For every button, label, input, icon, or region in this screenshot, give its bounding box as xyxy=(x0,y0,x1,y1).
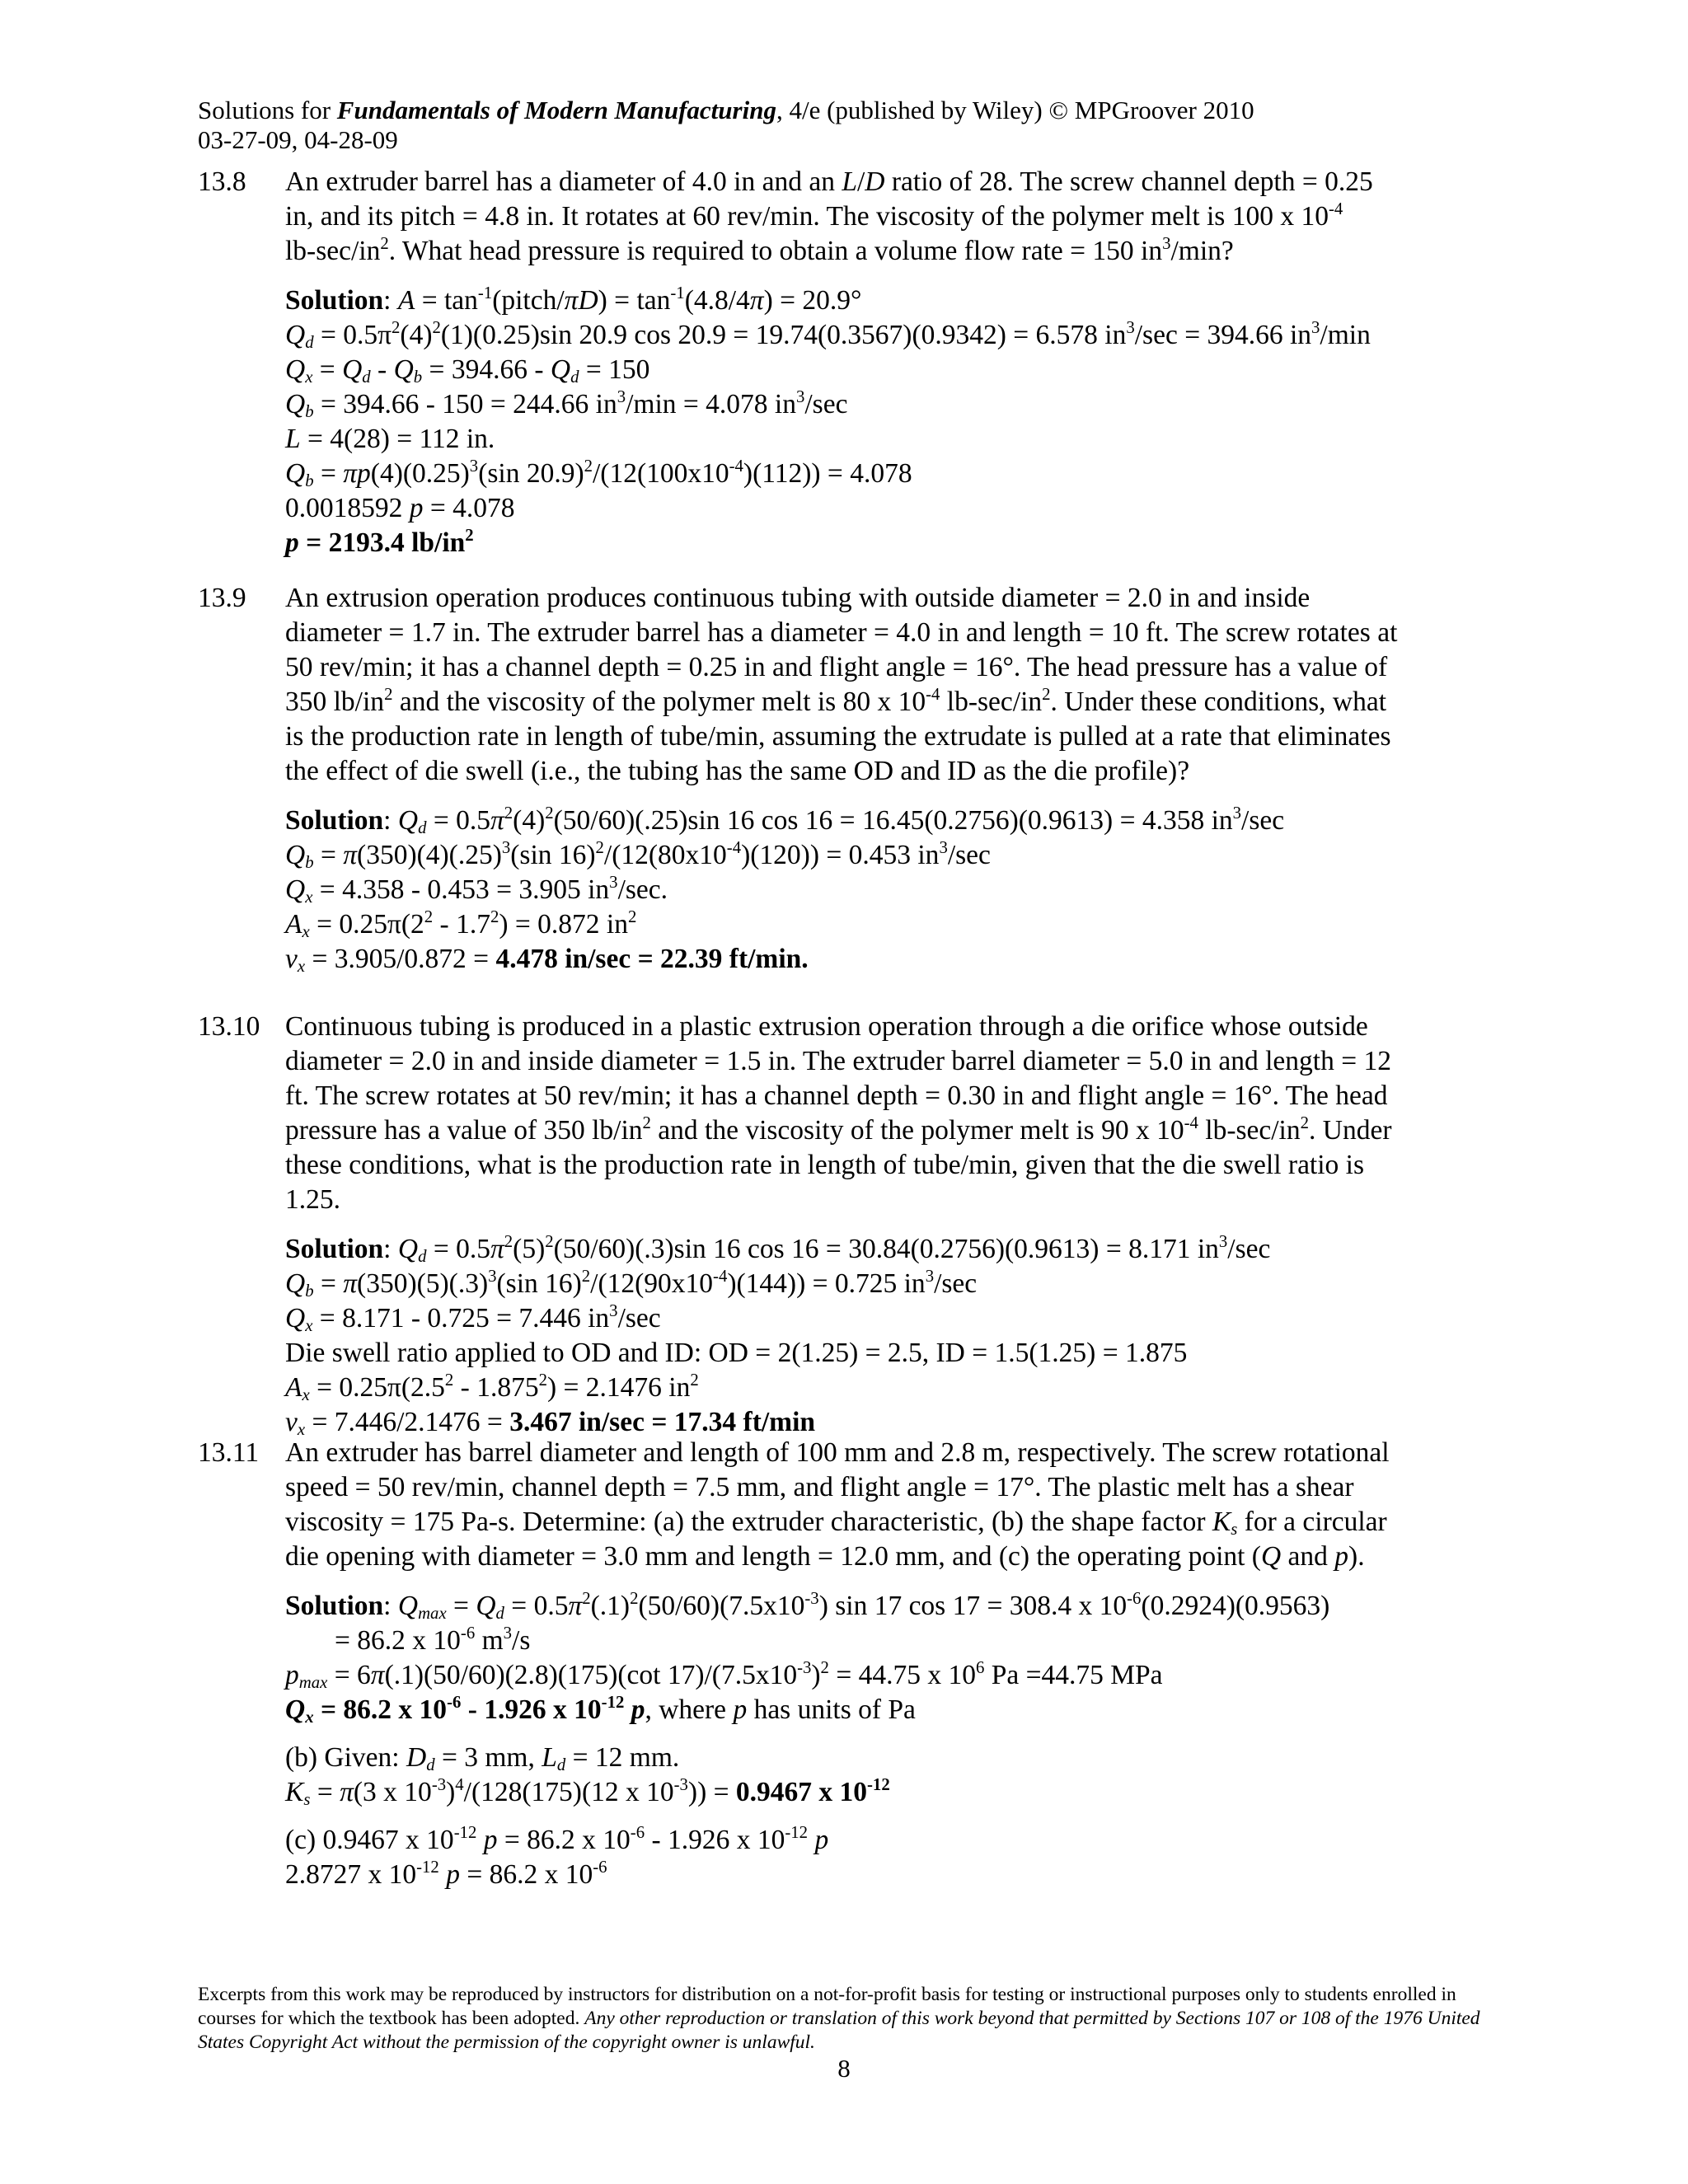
book-title: Fundamentals of Modern Manufacturing xyxy=(336,96,776,124)
problem-13-11 xyxy=(198,1436,1484,1892)
header-line-2: 03-27-09, 04-28-09 xyxy=(198,125,398,154)
footer-plain-text: Excerpts from this work may be reproduced by instructors for distribution on a not-for-profit basis for testing or instructional purposes only to students enrolled in courses for which the textbook has been adopted. xyxy=(198,1984,1456,2029)
solution: Solution: $Q_{max} = Q_d = 0.5\pi^2(.1)^2(50/60)(7.5x10^{-3})$ sin 17 cos 17 = 308.4 x $10^{-6}(0.2924)(0.9563)$ = 86.2 x $10^{-6}$ $m^3/s$ $p_{max} = 6\pi(.1)(50/60)(2.8)(175)(\cot$ $17)/(7.5x10^{-3})^2 = 44.75$ x $10^6$ Pa =44.75 MPa $Q_x = 86.2$ x $10^{-6} - 1.926$ x $10^{-12}$ p, where p has units of Pa (b) Given: $D_d = 3$ mm, $L_d = 12$ mm. $K_s = \pi(3$ x $10^{-3})^4/(128(175)(12$ x $10^{-3})) = 0.9467$ x $10^{-12}$ (c) 0.9467 x $10^{-12}$ p = 86.2 x $10^{-6} - 1.926$ x $10^{-12}$ p 2.8727 x $10^{-12}$ p = 86.2 x $10^{-6}$ xyxy=(285,1589,1330,1890)
problem-number: 13.10 xyxy=(198,1011,260,1042)
footer-italic-text: Any other reproduction or translation of this work beyond that permitted by Sections 107 or 108 of the 1976 United States Copyright Act without the permission of the copyright owner is unlawful. xyxy=(198,2008,1480,2053)
solution: Solution: $Q_d = 0.5\pi^2(4)^2(50/60)(.25)\sin$ 16 cos 16 = 16.45(0.2756)(0.9613) = 4.358 $in^3/\sec$ $Q_b = \pi(350)(4)(.25)^3(\sin$ $16)^2/(12(80x10^{-4})(120)) = 0.453$ $in^3/\sec$ $Q_x = 4.358 - 0.453 = 3.905$ $in^3/\sec$. $A_x = 0.25\pi(2^2 - 1.7^2) = 0.872$ $in^2$ $v_x = 3.905/0.872 = 4.478$ in/sec = 22.39 ft/min. xyxy=(285,804,1285,977)
copyright-footer xyxy=(198,1983,1484,2055)
problem-13-8 xyxy=(198,165,1484,560)
problem-number: 13.9 xyxy=(198,583,246,613)
problem-number: 13.8 xyxy=(198,166,246,197)
problem-13-10 xyxy=(198,1010,1484,1440)
problem-statement: An extrusion operation produces continuous tubing with outside diameter = 2.0 in and inside diameter = 1.7 in. The extruder barrel has a diameter = 4.0 in and length = 10 ft. The screw rotates at 50 rev/min; it has a channel depth = 0.25 in and flight angle = 16°. The head pressure has a value of 350 $lb/in^2$ and the viscosity of the polymer melt is 80 x $10^{-4}$ $lb-\sec/in^2$. Under these conditions, what is the production rate in length of tube/min, assuming the extrudate is pulled at a rate that eliminates the effect of die swell (i.e., the tubing has the same OD and ID as the die profile)? xyxy=(285,583,1398,786)
problem-statement: An extruder barrel has a diameter of 4.0 in and an L/D ratio of 28. The screw channel depth = 0.25 in, and its pitch = 4.8 in. It rotates at 60 rev/min. The viscosity of the polymer melt is 100 x $10^{-4}$ $lb-\sec/in^2$. What head pressure is required to obtain a volume flow rate = 150 $in^3/\min$? xyxy=(285,166,1373,266)
problem-number: 13.11 xyxy=(198,1437,260,1468)
answer: 3.467 in/sec = 17.34 ft/min xyxy=(509,1407,816,1437)
page-number: 8 xyxy=(837,2054,851,2083)
problem-13-9 xyxy=(198,581,1484,977)
solution: Solution: $A = \tan^{-1}(pitch/\pi D) = \tan^{-1}(4.8/4\pi) = 20.9^\circ$ $Q_d = 0.5\pi^2(4)^2(1)(0.25)\sin$ 20.9 cos 20.9 = 19.74(0.3567)(0.9342) = 6.578 $in^3/\sec = 394.66$ $in^3/\min$ $Q_x = Q_d - Q_b = 394.66 - Q_d = 150$ $Q_b = 394.66 - 150 = 244.66$ $in^3/\min = 4.078$ $in^3/\sec$ L = 4(28) = 112 in. $Q_b = \pi p(4)(0.25)^3(\sin$ $20.9)^2/(12(100x10^{-4})(112)) = 4.078$ 0.0018592 p = 4.078 p = 2193.4 $lb/in^2$ xyxy=(285,284,1371,558)
problem-statement: An extruder has barrel diameter and length of 100 mm and 2.8 m, respectively. The screw rotational speed = 50 rev/min, channel depth = 7.5 mm, and flight angle = 17°. The plastic melt has a shear viscosity = 175 Pa-s. Determine: (a) the extruder characteristic, (b) the shape factor $K_s$ for a circular die opening with diameter = 3.0 mm and length = 12.0 mm, and (c) the operating point (Q and p). xyxy=(285,1437,1390,1572)
problem-statement: Continuous tubing is produced in a plastic extrusion operation through a die orifice whose outside diameter = 2.0 in and inside diameter = 1.5 in. The extruder barrel diameter = 5.0 in and length = 12 ft. The screw rotates at 50 rev/min; it has a channel depth = 0.30 in and flight angle = 16°. The head pressure has a value of 350 $lb/in^2$ and the viscosity of the polymer melt is 90 x $10^{-4}$ $lb-\sec/in^2$. Under these conditions, what is the production rate in length of tube/min, given that the die swell ratio is 1.25. xyxy=(285,1011,1392,1215)
answer: 4.478 in/sec = 22.39 ft/min. xyxy=(495,944,809,974)
page-header xyxy=(198,96,1254,155)
solution: Solution: $Q_d = 0.5\pi^2(5)^2(50/60)(.3)\sin$ 16 cos 16 = 30.84(0.2756)(0.9613) = 8.171 $in^3/\sec$ $Q_b = \pi(350)(5)(.3)^3(\sin$ $16)^2/(12(90x10^{-4})(144)) = 0.725$ $in^3/\sec$ $Q_x = 8.171 - 0.725 = 7.446$ $in^3/\sec$ Die swell ratio applied to OD and ID: OD = 2(1.25) = 2.5, ID = 1.5(1.25) = 1.875 $A_x = 0.25\pi(2.5^2 - 1.875^2) = 2.1476$ $in^2$ $v_x = 7.446/2.1476 = 3.467$ in/sec = 17.34 ft/min xyxy=(285,1232,1271,1440)
header-line-1: Solutions for Fundamentals of Modern Manufacturing, 4/e (published by Wiley) © MPGroover 2010 xyxy=(198,96,1254,124)
